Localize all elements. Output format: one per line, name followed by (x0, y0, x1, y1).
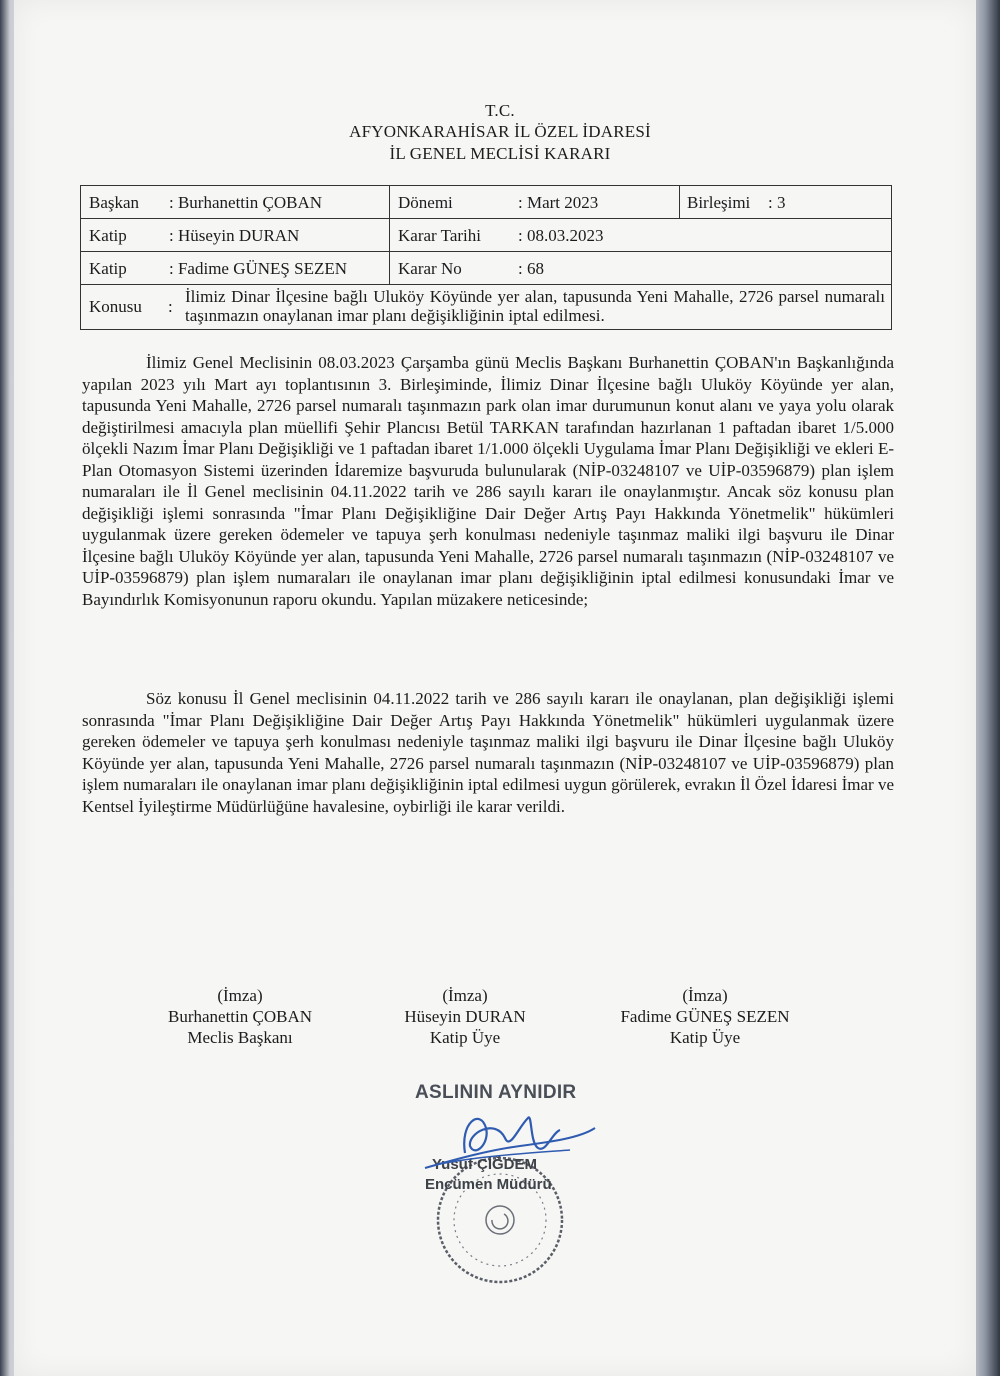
info-row-konusu (81, 285, 891, 329)
handwritten-signature-icon (420, 1098, 600, 1178)
birlesim-label: Birleşimi (687, 193, 751, 212)
karar-tarihi-value: : 08.03.2023 (518, 226, 604, 245)
header-decision-title: İL GENEL MECLİSİ KARARI (389, 144, 611, 163)
signature-name: Burhanettin ÇOBAN (167, 1007, 313, 1026)
stamp-official-name: Yusuf ÇİĞDEM (432, 1156, 538, 1173)
decision-paragraph-1: İlimiz Genel Meclisinin 08.03.2023 Çarşamba günü Meclis Başkanı Burhanettin ÇOBAN'ın Başkanlığında yapılan 2023 yılı Mart ayı toplantısının 3. Birleşiminde, İlimiz Dinar İlçesine bağlı Uluköy Köyünde yer alan, tapusunda Yeni Mahalle, 2726 parsel numaralı taşınmazın park olan imar durumunun konut alanı ve yaya yolu olarak değiştirilmesi amacıyla plan müellifi Şehir Plancısı Betül TARKAN tarafından hazırlanan 1 paftadan ibaret 1/5.000 ölçekli Nazım İmar Planı Değişikliği ve 1 paftadan ibaret 1/1.000 ölçekli Uygulama İmar Planı Değişikliği ve ekleri E- Plan Otomasyon Sistemi üzerinden İdaremize başvuruda bulunularak (NİP-03248107 ve UİP-03596879) plan işlem numaraları ile İl Genel meclisinin 04.11.2022 tarih ve 286 sayılı kararı ile onaylanmıştır. Ancak söz konusu plan değişikliği işlemi sonrasında "İmar Planı Değişikliğine Dair Değer Artış Payı Hakkında Yönetmelik" hükümleri uygulanmak üzere gereken ödemeler ve tapuya şerh konulması nedeniyle taşınmaz maliki ilgi başvuru ile Dinar İlçesine bağlı Uluköy Köyünde yer alan, tapusunda Yeni Mahalle, 2726 parsel numaralı taşınmazın (NİP-03248107 ve UİP-03596879) plan işlem numaraları ile onaylanan imar planı değişikliğinin iptal edilmesi konusundaki İmar ve Bayındırlık Komisyonunun raporu okundu. Yapılan müzakere neticesinde; (82, 353, 894, 609)
signature-title: Meclis Başkanı (187, 1028, 293, 1047)
info-row-katip2 (81, 252, 891, 285)
katip1-value: : Hüseyin DURAN (169, 226, 300, 245)
signature-name: Fadime GÜNEŞ SEZEN (620, 1007, 790, 1026)
donem-cell (389, 186, 679, 218)
signature-title: Katip Üye (669, 1028, 741, 1047)
birlesim-cell (679, 186, 891, 218)
decision-info-table (80, 185, 892, 330)
baskan-value: : Burhanettin ÇOBAN (169, 193, 322, 212)
donem-value: : Mart 2023 (518, 193, 599, 212)
header-institution: AFYONKARAHİSAR İL ÖZEL İDARESİ (349, 122, 651, 141)
konusu-colon: : (168, 297, 173, 316)
baskan-label: Başkan (89, 193, 140, 212)
konusu-text: İlimiz Dinar İlçesine bağlı Uluköy Köyünde yer alan, tapusunda Yeni Mahalle, 2726 parsel numaralı taşınmazın onaylanan imar planı değişikliğinin iptal edilmesi. (185, 287, 885, 325)
signature-block-katip1 (360, 985, 570, 1048)
stamp-official-title: Encümen Müdürü (425, 1176, 552, 1193)
signature-imza: (İmza) (442, 986, 488, 1005)
signature-block-katip2 (600, 985, 810, 1048)
header-tc: T.C. (485, 101, 515, 120)
signature-imza: (İmza) (217, 986, 263, 1005)
signature-imza: (İmza) (682, 986, 728, 1005)
karar-tarihi-cell (389, 219, 891, 251)
signature-name: Hüseyin DURAN (404, 1007, 526, 1026)
karar-tarihi-label: Karar Tarihi (398, 226, 481, 245)
decision-paragraph-2: Söz konusu İl Genel meclisinin 04.11.2022 tarih ve 286 sayılı kararı ile onaylanan, plan değişikliği işlemi sonrasında "İmar Planı Değişikliğine Dair Değer Artış Payı Hakkında Yönetmelik" hükümleri uygulanmak üzere gereken ödemeler ve tapuya şerh konulması nedeniyle taşınmaz maliki ilgi başvuru ile Dinar İlçesine bağlı Uluköy Köyünde yer alan, tapusunda Yeni Mahalle, 2726 parsel numaralı taşınmazın (NİP-03248107 ve UİP-03596879) plan işlem numaraları ile onaylanan imar planı değişikliğinin iptal edilmesi uygun görülerek, evrakın İl Özel İdaresi İmar ve Kentsel İyileştirme Müdürlüğüne havalesine, oybirliği ile karar verildi. (82, 689, 894, 816)
signature-block-baskan (135, 985, 345, 1048)
karar-no-label: Karar No (398, 259, 462, 278)
signature-title: Katip Üye (429, 1028, 501, 1047)
info-row-baskan (81, 186, 891, 219)
donem-label: Dönemi (398, 193, 453, 212)
karar-no-cell (389, 252, 891, 284)
birlesim-value: : 3 (768, 193, 786, 212)
katip2-value: : Fadime GÜNEŞ SEZEN (169, 259, 348, 278)
konusu-label: Konusu (89, 297, 142, 316)
info-row-katip1 (81, 219, 891, 252)
katip1-label: Katip (89, 226, 127, 245)
karar-no-value: : 68 (518, 259, 544, 278)
stamp-true-copy-heading: ASLININ AYNIDIR (415, 1082, 577, 1103)
katip2-label: Katip (89, 259, 127, 278)
